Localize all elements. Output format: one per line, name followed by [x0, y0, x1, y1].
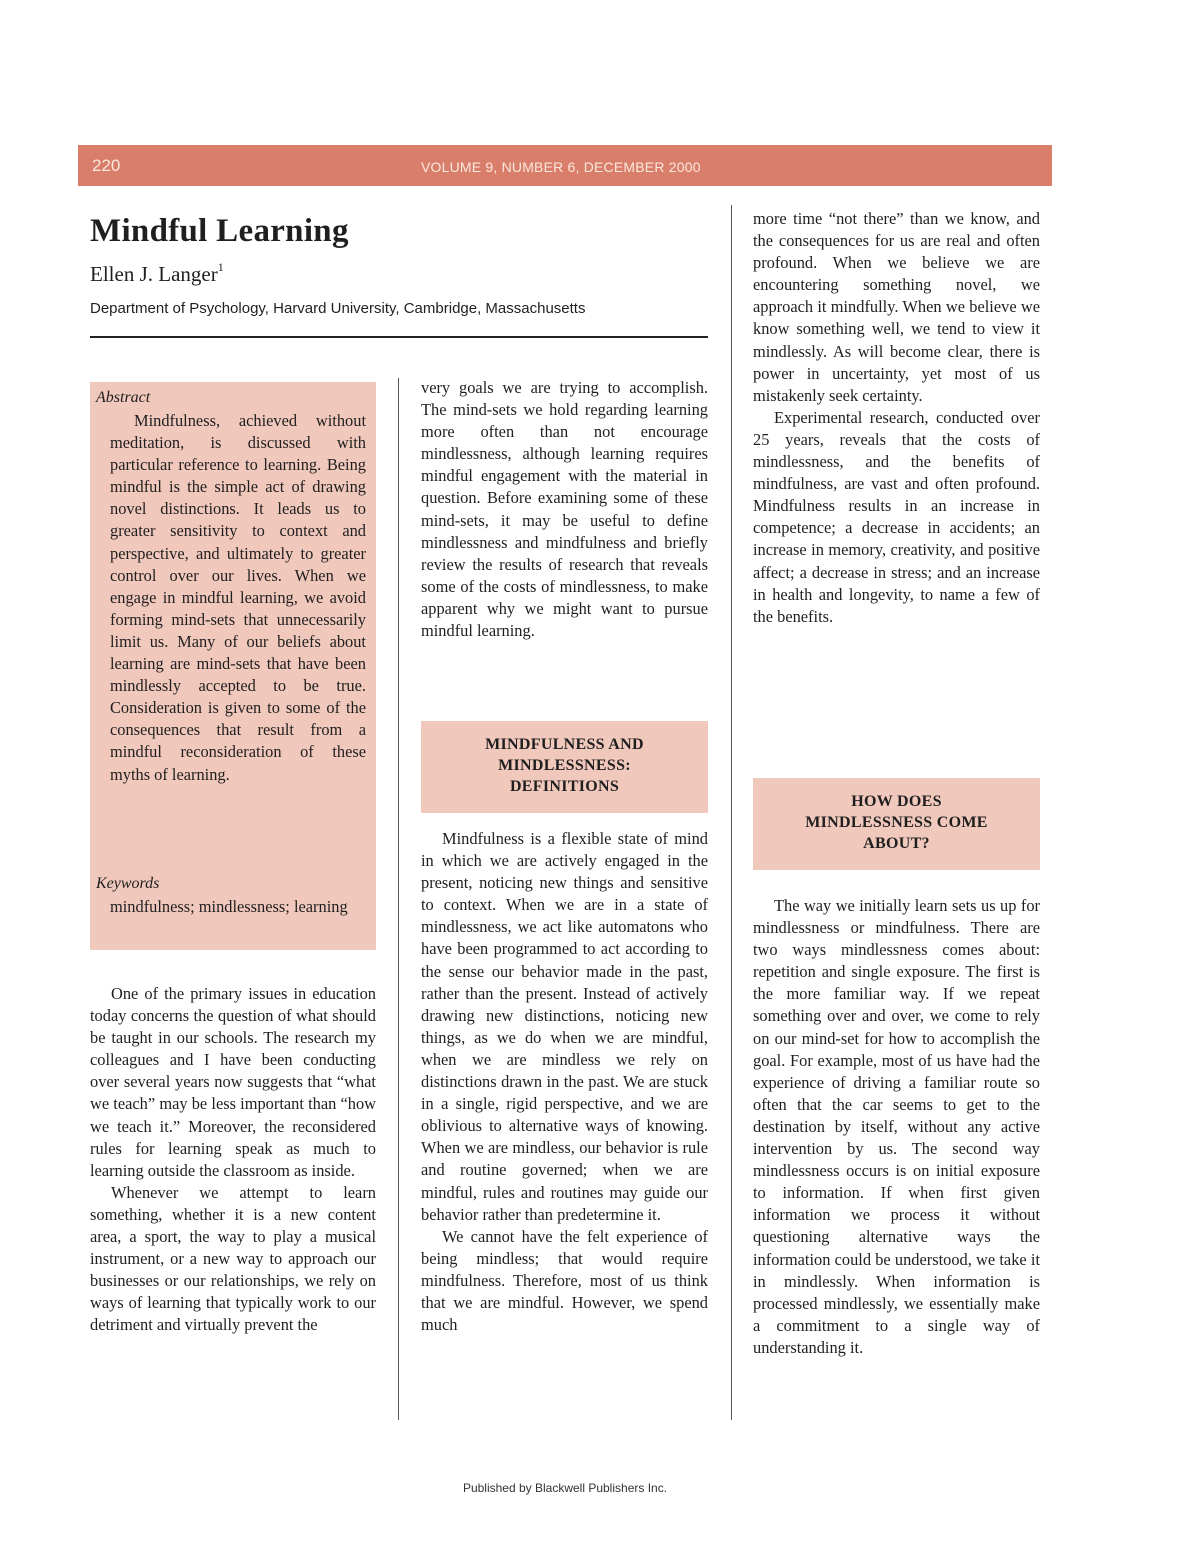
volume-info: VOLUME 9, NUMBER 6, DECEMBER 2000: [421, 159, 701, 175]
column-3-body: [753, 895, 1040, 1359]
publisher-footer: Published by Blackwell Publishers Inc.: [462, 1481, 668, 1495]
body-paragraph: very goals we are trying to accomplish. The mind-sets we hold regarding learning more often than not encourage mindlessness, although learning requires mindful engagement with the material in question. Before examining some of these mind-sets, it may be useful to define mindlessness and mindfulness and briefly review the results of research that reveals some of the costs of mindlessness, to make apparent why we might want to pursue mindful learning.: [421, 378, 708, 641]
abstract-box: [90, 382, 376, 950]
author-name: Ellen J. Langer: [90, 262, 218, 286]
author-footnote-marker: 1: [217, 260, 224, 274]
body-paragraph: more time “not there” than we know, and the consequences for us are real and often profound. When we believe we are encountering something novel, we approach it mindfully. When we believe we know something well, we tend to view it mindlessly. As will become clear, there is power in uncertainty, yet most of us mistakenly seek certainty.: [753, 209, 1040, 405]
body-paragraph: One of the primary issues in education today concerns the question of what should be taught in our schools. The research my colleagues and I have been conducting over several years now suggests that “what we teach” may be less important than “how we teach it.” Moreover, the reconsidered rules for learning speak as much to learning outside the classroom as inside.: [90, 984, 376, 1180]
section-heading-definitions: [421, 721, 708, 813]
journal-header-bar: [78, 145, 1052, 186]
abstract-label: Abstract: [96, 389, 151, 406]
title-divider: [90, 336, 708, 338]
section-heading-line: MINDLESSNESS:: [498, 757, 631, 774]
column-divider-1: [398, 378, 399, 1420]
column-2-top-text: [421, 377, 708, 642]
abstract-text: [110, 410, 366, 786]
keywords-label: Keywords: [96, 875, 160, 892]
column-3-top-text: [753, 208, 1040, 628]
section-heading-line: DEFINITIONS: [509, 778, 620, 795]
section-heading-line: MINDFULNESS AND: [485, 736, 644, 753]
article-title: Mindful Learning: [90, 213, 349, 249]
body-paragraph: The way we initially learn sets us up for mindlessness or mindfulness. There are two ways mindlessness comes about: repetition and single exposure. The first is the more familiar way. If we repeat something over and over, we come to rely on our mind-set for how to accomplish the goal. For example, most of us have had the experience of driving a familiar route so often that the car seems to get to the destination by itself, without any active intervention by us. The second way mindlessness occurs is on initial exposure to information. If when first given information we process it without questioning alternative ways the information could be understood, we take it in mindlessly. When information is processed mindlessly, we essentially make a commitment to a single way of understanding it.: [753, 896, 1040, 1357]
column-divider-2: [731, 205, 732, 1420]
section-heading-line: MINDLESSNESS COME: [805, 814, 988, 831]
body-paragraph: We cannot have the felt experience of being mindless; that would require mindfulness. Therefore, most of us think that we are mindful. However, we spend much: [421, 1226, 708, 1335]
column-1-body: [90, 983, 376, 1337]
author-line: [90, 262, 224, 287]
body-paragraph: Whenever we attempt to learn something, whether it is a new content area, a sport, the way to play a musical instrument, or a new way to approach our businesses or our relationships, we rely on ways of learning that typically work to our detriment and virtually prevent the: [90, 1182, 376, 1335]
affiliation: Department of Psychology, Harvard University, Cambridge, Massachusetts: [90, 300, 586, 317]
section-heading-line: HOW DOES: [851, 793, 942, 810]
abstract-paragraph: Mindfulness, achieved without meditation, is discussed with particular reference to learning. Being mindful is the simple act of drawing novel distinctions. It leads us to greater sensitivity to context and perspective, and ultimately to greater control over our lives. When we engage in mindful learning, we avoid forming mind-sets that unnecessarily limit us. Many of our beliefs about learning are mind-sets that have been mindlessly accepted to be true. Consideration is given to some of the consequences that result from a mindful reconsideration of these myths of learning.: [110, 411, 366, 784]
section-heading-line: ABOUT?: [863, 835, 930, 852]
column-2-body: [421, 828, 708, 1336]
body-paragraph: Experimental research, conducted over 25 years, reveals that the costs of mindlessness, and the benefits of mindfulness, are vast and often profound. Mindfulness results in an increase in competence; a decrease in accidents; an increase in memory, creativity, and positive affect; a decrease in stress; and an increase in health and longevity, to name a few of the benefits.: [753, 407, 1040, 626]
section-heading-how-does: [753, 778, 1040, 870]
keywords-text: mindfulness; mindlessness; learning: [110, 897, 348, 916]
page-number: 220: [92, 156, 121, 175]
body-paragraph: Mindfulness is a flexible state of mind in which we are actively engaged in the present, noticing new things and sensitive to context. When we are in a state of mindlessness, we act like automatons who have been programmed to act according to the sense our behavior made in the past, rather than the present. Instead of actively drawing new distinctions, noticing new things, as we do when we are mindful, when we are mindless we rely on distinctions drawn in the past. We are stuck in a single, rigid perspective, and we are oblivious to alternative ways of knowing. When we are mindless, our behavior is rule and routine governed; when we are mindful, rules and routines may guide our behavior rather than predetermine it.: [421, 829, 708, 1224]
